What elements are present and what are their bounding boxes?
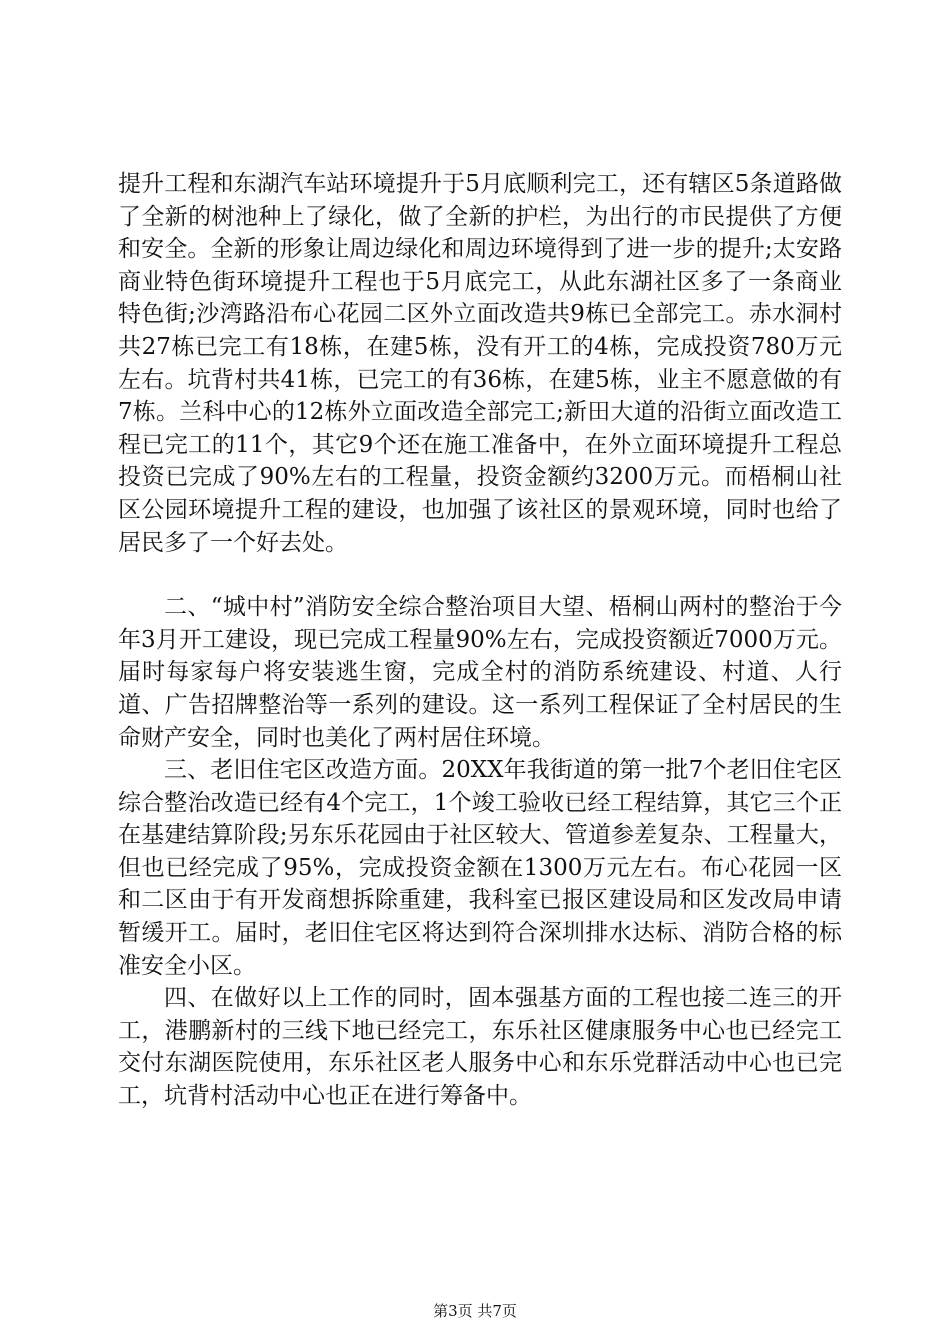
page-footer: 第3页 共7页 — [433, 1302, 517, 1320]
paragraph-section-4: 四、在做好以上工作的同时，固本强基方面的工程也接二连三的开工，港鹏新村的三线下地已经完工，东乐社区健康服务中心也已经完工交付东湖医院使用，东乐社区老人服务中心和东乐党群活动中心也已完工，坑背村活动中心也正在进行筹备中。 — [118, 985, 842, 1110]
document-body — [118, 168, 842, 1113]
paragraph-section-2: 二、“城中村”消防安全综合整治项目大望、梧桐山两村的整治于今年3月开工建设，现已完成工程量90%左右，完成投资额近7000万元。届时每家每户将安装逃生窗，完成全村的消防系统建设、村道、人行道、广告招牌整治等一系列的建设。这一系列工程保证了全村居民的生命财产安全，同时也美化了两村居住环境。 — [118, 594, 842, 751]
paragraph-gap — [118, 559, 842, 591]
paragraph-continuation: 提升工程和东湖汽车站环境提升于5月底顺利完工，还有辖区5条道路做了全新的树池种上了绿化，做了全新的护栏，为出行的市民提供了方便和安全。全新的形象让周边绿化和周边环境得到了进一步的提升;太安路商业特色街环境提升工程也于5月底完工，从此东湖社区多了一条商业特色街;沙湾路沿布心花园二区外立面改造共9栋已全部完工。赤水洞村共27栋已完工有18栋，在建5栋，没有开工的4栋，完成投资780万元左右。坑背村共41栋，已完工的有36栋，在建5栋，业主不愿意做的有7栋。兰科中心的12栋外立面改造全部完工;新田大道的沿街立面改造工程已完工的11个，其它9个还在施工准备中，在外立面环境提升工程总投资已完成了90%左右的工程量，投资金额约3200万元。而梧桐山社区公园环境提升工程的建设，也加强了该社区的景观环境，同时也给了居民多了一个好去处。 — [118, 171, 842, 556]
paragraph-section-3: 三、老旧住宅区改造方面。20XX年我街道的第一批7个老旧住宅区综合整治改造已经有4个完工，1个竣工验收已经工程结算，其它三个正在基建结算阶段;另东乐花园由于社区较大、管道参差复杂、工程量大，但也已经完成了95%，完成投资金额在1300万元左右。布心花园一区和二区由于有开发商想拆除重建，我科室已报区建设局和区发改局申请暂缓开工。届时，老旧住宅区将达到符合深圳排水达标、消防合格的标准安全小区。 — [118, 757, 842, 979]
